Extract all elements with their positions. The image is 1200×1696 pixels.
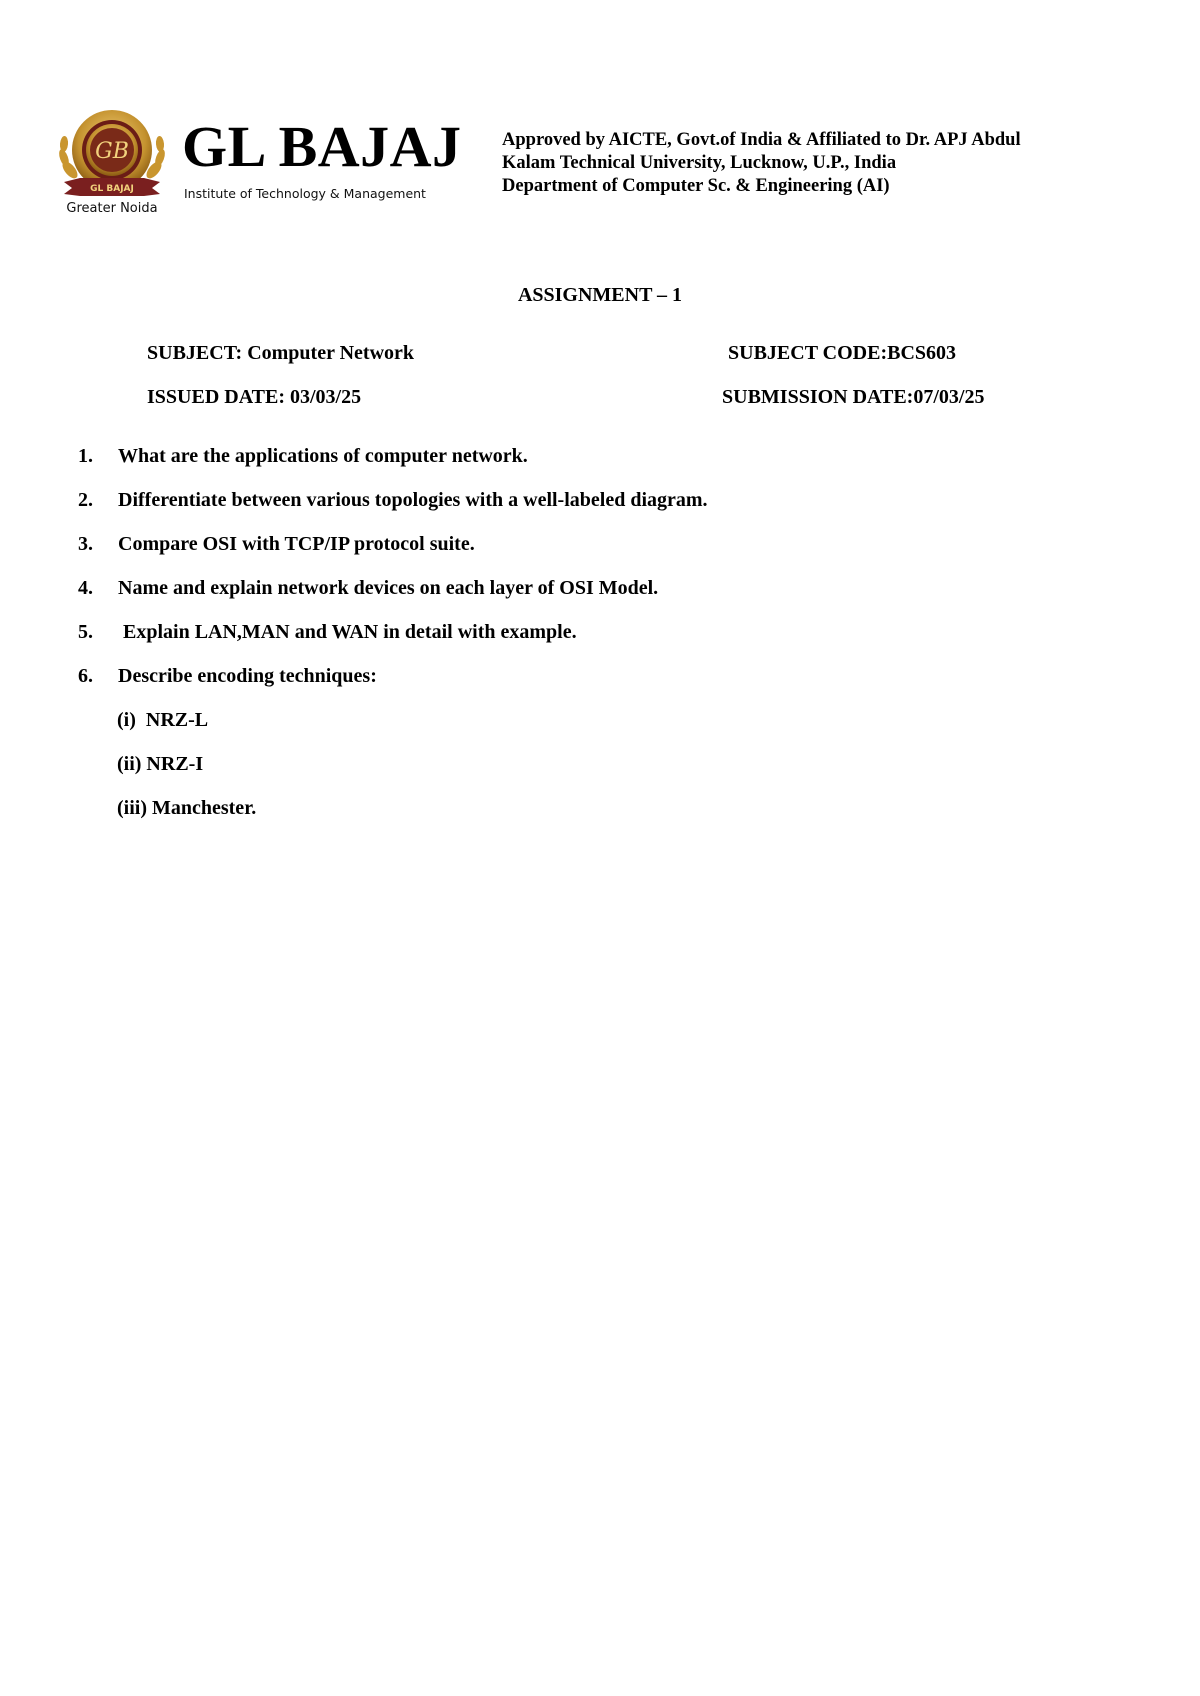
question-item <box>78 664 708 708</box>
assignment-title: ASSIGNMENT – 1 <box>517 284 683 306</box>
institute-seal-logo <box>50 108 174 204</box>
affiliation-line: Department of Computer Sc. & Engineering (AI) <box>502 176 890 196</box>
question-number: 3. <box>78 533 93 555</box>
question-list <box>78 444 708 708</box>
question-number: 1. <box>78 445 93 467</box>
affiliation-line: Kalam Technical University, Lucknow, U.P., India <box>502 153 897 173</box>
question-item <box>78 620 708 664</box>
question-text: Describe encoding techniques: <box>118 665 377 687</box>
question-text: Compare OSI with TCP/IP protocol suite. <box>118 533 475 555</box>
brand-tagline: Institute of Technology & Management <box>184 186 426 201</box>
question-number: 4. <box>78 577 93 599</box>
sub-item: (iii) Manchester. <box>117 797 257 819</box>
sub-item: (i) NRZ-L <box>117 709 209 731</box>
svg-text:GB: GB <box>95 139 129 164</box>
question-number: 6. <box>78 665 93 687</box>
logo-city-label: Greater Noida <box>66 201 158 216</box>
brand-name: GL BAJAJ <box>182 114 462 179</box>
question-item <box>78 444 708 488</box>
affiliation-line: Approved by AICTE, Govt.of India & Affiliated to Dr. APJ Abdul <box>502 130 1021 150</box>
issued-date-label: ISSUED DATE: 03/03/25 <box>147 386 362 408</box>
subject-label: SUBJECT: Computer Network <box>147 342 415 364</box>
letterhead <box>0 0 1200 230</box>
submission-date-label: SUBMISSION DATE:07/03/25 <box>722 386 985 408</box>
question-item <box>78 576 708 620</box>
question-number: 2. <box>78 489 93 511</box>
seal-ribbon-text: GL BAJAJ <box>90 184 134 194</box>
question-text: What are the applications of computer network. <box>118 445 528 467</box>
question-item <box>78 488 708 532</box>
question-text: Explain LAN,MAN and WAN in detail with example. <box>118 621 577 643</box>
question-number: 5. <box>78 621 93 643</box>
question-text: Differentiate between various topologies with a well-labeled diagram. <box>118 489 708 511</box>
affiliation-block <box>502 129 1102 198</box>
sub-item: (ii) NRZ-I <box>117 753 204 775</box>
question-text: Name and explain network devices on each layer of OSI Model. <box>118 577 659 599</box>
encoding-sub-list <box>117 708 256 840</box>
question-item <box>78 532 708 576</box>
subject-code-label: SUBJECT CODE:BCS603 <box>728 342 957 364</box>
